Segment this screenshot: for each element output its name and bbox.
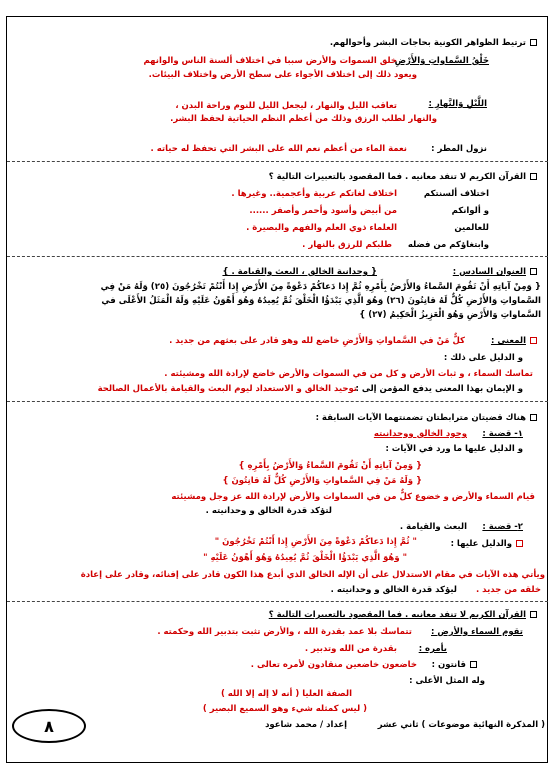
page-number: ٨	[44, 717, 54, 736]
s5-def-1: تتماسك بلا عمد بقدرة الله ، والأرض تثبت بتدبير الله وحكمته .	[157, 627, 412, 637]
s1-def-1b: ويعود ذلك إلى اختلاف الأجواء على سطح الأرض واختلاف البيئات.	[148, 70, 417, 80]
s5-def-2: بقدرة من الله وتدبير .	[304, 644, 397, 654]
s3-title: العنوان السادس :	[453, 266, 537, 278]
s1-heading: ترتيط الظواهر الكونية بحاجات البشر وأحوالهم.	[330, 37, 537, 49]
s5-heading: القرآن الكريم لا تنفد معانيه . فما المقصود بالتعبيرات التالية ؟	[269, 609, 537, 621]
s2-def-2: من أبيض وأسود وأحمر وأصفر ......	[249, 206, 397, 216]
verse-line-2: السَّماواتِ وَالأَرْضِ كُلٌّ لَهُ قانِتُونَ (٢٦) وَهُوَ الَّذِي يَبْدَؤُا الْخَلْقَ ثُمَّ يُعِيدُهُ وَهُوَ أَهْوَنُ عَلَيْهِ وَلَهُ الْمَثَلُ الأَعْلَى في	[101, 296, 541, 306]
divider	[7, 161, 548, 162]
issue-1-conclusion: لتؤكد قدرة الخالق و وحدانيته .	[205, 506, 332, 516]
s2-def-1: اختلاف لغاتكم عربية وأعجمية.. وغيرها .	[231, 189, 397, 199]
checkbox-icon	[470, 661, 477, 668]
s1-def-2: تعاقب الليل والنهار ، ليجعل الليل للنوم وراحة البدن ،	[175, 101, 397, 111]
s5-term-4: وله المثل الأعلى :	[409, 676, 485, 686]
footer-author: إعداد / محمد شاعود	[265, 720, 347, 730]
footer-notes: ( المذكرة النهائية موضوعات ) ثاني عشر	[377, 720, 545, 730]
divider	[7, 601, 548, 602]
s1-def-3: نعمة الماء من أعظم نعم الله على البشر التي تحفظ له حياته .	[150, 144, 407, 154]
issue-1-evidence: و الدليل عليها ما ورد في الآيات :	[385, 444, 523, 454]
checkbox-icon	[530, 39, 537, 46]
issue-2-verse-2: " وَهُوَ الَّذِي يَبْدَؤُا الْخَلْقَ ثُمَّ يُعِيدُهُ وَهُوَ أَهْوَنُ عَلَيْهِ "	[203, 553, 407, 563]
verse-line-1: { وَمِنْ آياتِهِ أَنْ تَقُومَ السَّماءُ وَالأَرْضُ بِأَمْرِهِ ثُمَّ إِذا دَعاكُمْ دَعْوَةً مِنَ الأَرْضِ إِذا أَنْتُمْ تَخْرُجُونَ (٢٥) وَلَهُ مَنْ فِي	[100, 282, 541, 292]
s1-term-1: خَلْقُ السَّماواتِ وَالأَرْضِ	[394, 56, 489, 66]
s3-subtitle: { وحدانية الخالق ، البعث والقيامة . }	[222, 267, 377, 277]
s5-term-2: بأمره :	[418, 644, 447, 654]
s2-term-4: وابتغاؤكم من فضله	[407, 240, 489, 250]
s5-term-3: قانتون :	[432, 659, 477, 671]
s5-def-4b: ( ليس كمثله شيء وهو السميع البصير )	[202, 704, 367, 714]
issue-2-conclusion: ليؤكد قدرة الخالق و وحدانيته .	[330, 585, 457, 595]
faith-text: توحيد الخالق و الاستعداد ليوم البعث والقيامة بالأعمال الصالحة	[97, 384, 357, 394]
s1-def-1: خلق السموات والأرض سببا في اختلاف ألسنة الناس والوانهم	[143, 56, 397, 66]
s5-def-3: خاضعون خاضعين منقادون لأمره تعالى .	[250, 660, 417, 670]
page-number-oval	[12, 709, 86, 743]
checkbox-icon	[516, 540, 523, 547]
issue-1-verse-2: { وَلَهُ مَنْ فِي السَّماواتِ وَالأَرْضِ كُلٌّ لَهُ قانِتُونَ }	[222, 476, 422, 486]
checkbox-icon	[530, 611, 537, 618]
s4-heading: هناك قضيتان مترابطتان تضمنتهما الآيات السابقة :	[316, 412, 537, 424]
evidence-label: و الدليل على ذلك :	[443, 353, 523, 363]
checkbox-icon	[530, 268, 537, 275]
faith-label: و الإيمان بهذا المعنى يدفع المؤمن إلى :	[355, 384, 523, 394]
s2-def-3: العلماء ذوي العلم والفهم والبصيرة .	[246, 223, 397, 233]
s2-term-1: اختلاف ألسنتكم	[423, 189, 489, 199]
verse-line-3: السَّماواتِ وَالأَرْضِ وَهُوَ الْعَزِيزُ الْحَكِيمُ (٢٧) }	[359, 310, 541, 320]
issue-1-label: ١- قضية :	[482, 429, 523, 439]
issue-1-name: وجود الخالق ووحدانيته	[373, 429, 467, 439]
s1-term-3: نزول المطر :	[431, 144, 487, 154]
checkbox-icon	[530, 414, 537, 421]
issue-1-verse-1: { وَمِنْ آياتِهِ أَنْ تَقُومَ السَّماءُ وَالأَرْضُ بِأَمْرِهِ }	[238, 461, 422, 471]
checkbox-icon	[530, 337, 537, 344]
s2-term-3: للعالمين	[454, 223, 489, 233]
s1-def-2b: والنهار لطلب الرزق وذلك من أعظم النظم الحياتية لحفظ البشر.	[170, 114, 437, 124]
s2-term-2: و ألوانكم	[451, 206, 489, 216]
issue-2-explanation-1: ويأتي هذه الآيات في مقام الاستدلال على أن الإله الخالق الذي أبدع هذا الكون قادر على إفنائه، وقادر على إعادة	[80, 570, 545, 580]
evidence-text: تماسك السماء ، و ثبات الأرض و كل من في السموات والأرض خاضع لإرادة الله ومشيئته .	[164, 369, 533, 379]
meaning-row: المعنى :	[491, 335, 537, 347]
s5-def-4: الصفة العليا ( أنه لا إله إلا الله )	[220, 689, 352, 699]
issue-2-verse-1: " ثُمَّ إِذا دَعاكُمْ دَعْوَةً مِنَ الأَرْضِ إِذا أَنْتُمْ تَخْرُجُونَ "	[214, 537, 417, 547]
checkbox-icon	[530, 173, 537, 180]
issue-1-explanation: قيام السماء والأرض و خضوع كلٌّ من في السماوات والأرض لإرادة الله عز وجل ومشيئته	[171, 492, 535, 502]
s5-term-1: تقوم السماء والأرض :	[431, 627, 523, 637]
s2-def-4: طلبكم للرزق بالنهار .	[302, 240, 392, 250]
issue-2-label: ٢- قضية :	[482, 522, 523, 532]
s1-term-2: اللَّيْلِ وَالنَّهارِ :	[428, 99, 487, 109]
meaning-text: كلٌّ مَنْ في السَّماواتِ وَالأَرْضِ خاضع لله وهو قادر على بعثهم من جديد .	[169, 336, 465, 346]
divider	[7, 401, 548, 402]
issue-2-name: البعث والقيامة .	[399, 522, 467, 532]
s2-heading: القرآن الكريم لا تنفد معانيه . فما المقصود بالتعبيرات التالية ؟	[269, 171, 537, 183]
issue-2-evidence: والدليل عليها :	[451, 538, 523, 550]
divider	[7, 256, 548, 257]
issue-2-explanation-2: خلقه من جديد .	[475, 585, 541, 595]
